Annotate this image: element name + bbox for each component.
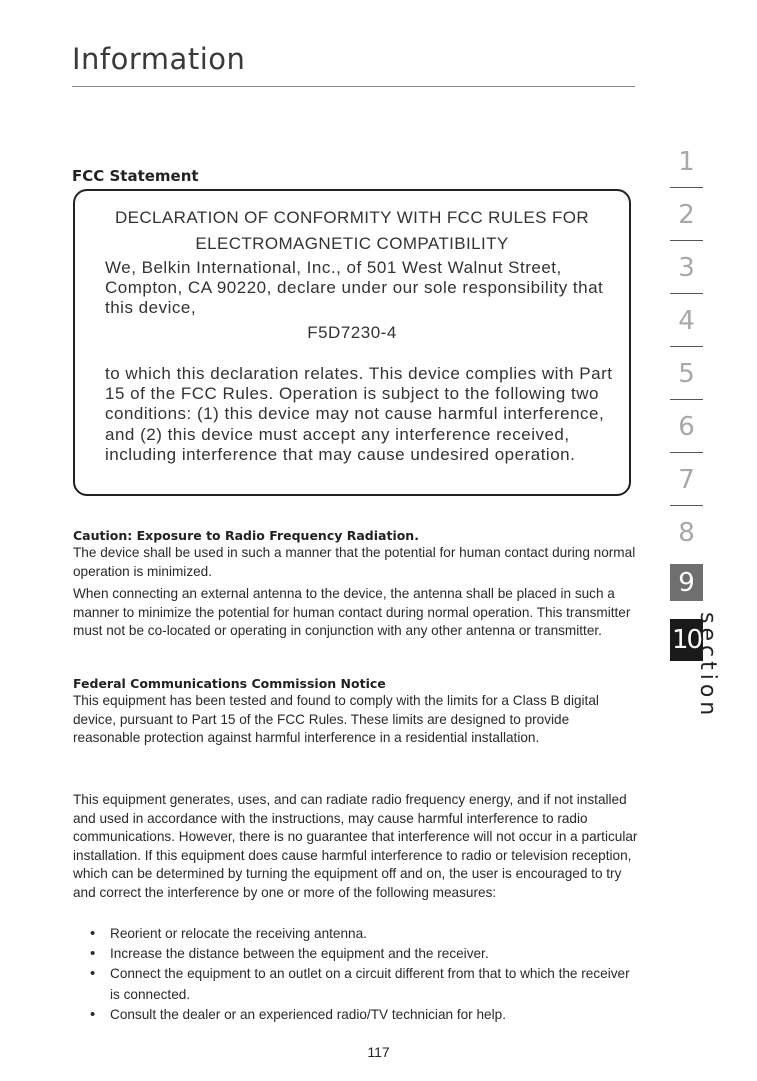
fcc-notice-paragraph-2: This equipment generates, uses, and can radiate radio frequency energy, and if not installed and used in accordance with the instructions, may cause harmful interference to radio communications. However, there is no guarantee that interference will not occur in a particular installation. If this equipment does cause harmful interference to radio or television reception, which can be determined by turning the equipment off and on, the user is encouraged to try and correct the interference by one or more of the following measures: <box>73 792 638 900</box>
measures-list <box>90 924 635 1025</box>
section-tab-3[interactable]: 3 <box>678 252 695 283</box>
caution-paragraph-2: When connecting an external antenna to the device, the antenna shall be placed in such a manner to minimize the potential for human contact during normal operation. This transmitter must not be co-located or operating in conjunction with any other antenna or transmitter. <box>73 586 631 639</box>
list-item: • Increase the distance between the equipment and the receiver. <box>90 944 635 964</box>
section-divider <box>670 240 703 241</box>
section-divider <box>670 505 703 506</box>
fcc-statement-heading: FCC Statement <box>72 167 199 185</box>
page-number: 117 <box>367 1044 390 1060</box>
section-label: section <box>695 612 720 720</box>
section-tab-2[interactable]: 2 <box>678 199 695 230</box>
section-divider <box>670 346 703 347</box>
page-title: Information <box>72 42 246 76</box>
declaration-title-line2: ELECTROMAGNETIC COMPATIBILITY <box>195 234 509 253</box>
fcc-notice-paragraph-1: This equipment has been tested and found to comply with the limits for a Class B digital device, pursuant to Part 15 of the FCC Rules. These limits are designed to provide reasonable protection against harmful interference in a residential installation. <box>73 693 599 746</box>
list-item: • Connect the equipment to an outlet on a circuit different from that to which the receiver is connected. <box>90 964 635 1004</box>
declaration-title-line1: DECLARATION OF CONFORMITY WITH FCC RULES FOR <box>114 208 590 227</box>
section-tab-8[interactable]: 8 <box>678 517 695 548</box>
caution-paragraph-1: The device shall be used in such a manner that the potential for human contact during normal operation is minimized. <box>73 545 636 579</box>
section-tab-4[interactable]: 4 <box>678 305 695 336</box>
list-item: • Consult the dealer or an experienced radio/TV technician for help. <box>90 1005 635 1025</box>
header-rule <box>72 86 635 87</box>
fcc-notice-heading: Federal Communications Commission Notice <box>73 676 386 691</box>
section-tab-7[interactable]: 7 <box>678 464 695 495</box>
section-divider <box>670 399 703 400</box>
declaration-paragraph-2: to which this declaration relates. This device complies with Part 15 of the FCC Rules. Operation is subject to the following two conditions: (1) this device may not cause harmful interference, and (2) this device must accept any interference received, including interference that may cause undesired operation. <box>105 364 613 464</box>
declaration-paragraph-1: We, Belkin International, Inc., of 501 West Walnut Street, Compton, CA 90220, declare under our sole responsibility that this device, <box>105 258 604 318</box>
caution-heading: Caution: Exposure to Radio Frequency Radiation. <box>73 528 419 543</box>
section-tab-10[interactable]: 10 <box>670 619 703 661</box>
section-divider <box>670 187 703 188</box>
section-tab-1[interactable]: 1 <box>678 146 695 177</box>
section-divider <box>670 293 703 294</box>
declaration-model-number: F5D7230-4 <box>307 323 397 342</box>
section-tab-6[interactable]: 6 <box>678 411 695 442</box>
declaration-box <box>73 189 631 496</box>
section-tab-5[interactable]: 5 <box>678 358 695 389</box>
list-item: • Reorient or relocate the receiving antenna. <box>90 924 635 944</box>
section-tab-9[interactable]: 9 <box>670 564 703 601</box>
section-divider <box>670 452 703 453</box>
